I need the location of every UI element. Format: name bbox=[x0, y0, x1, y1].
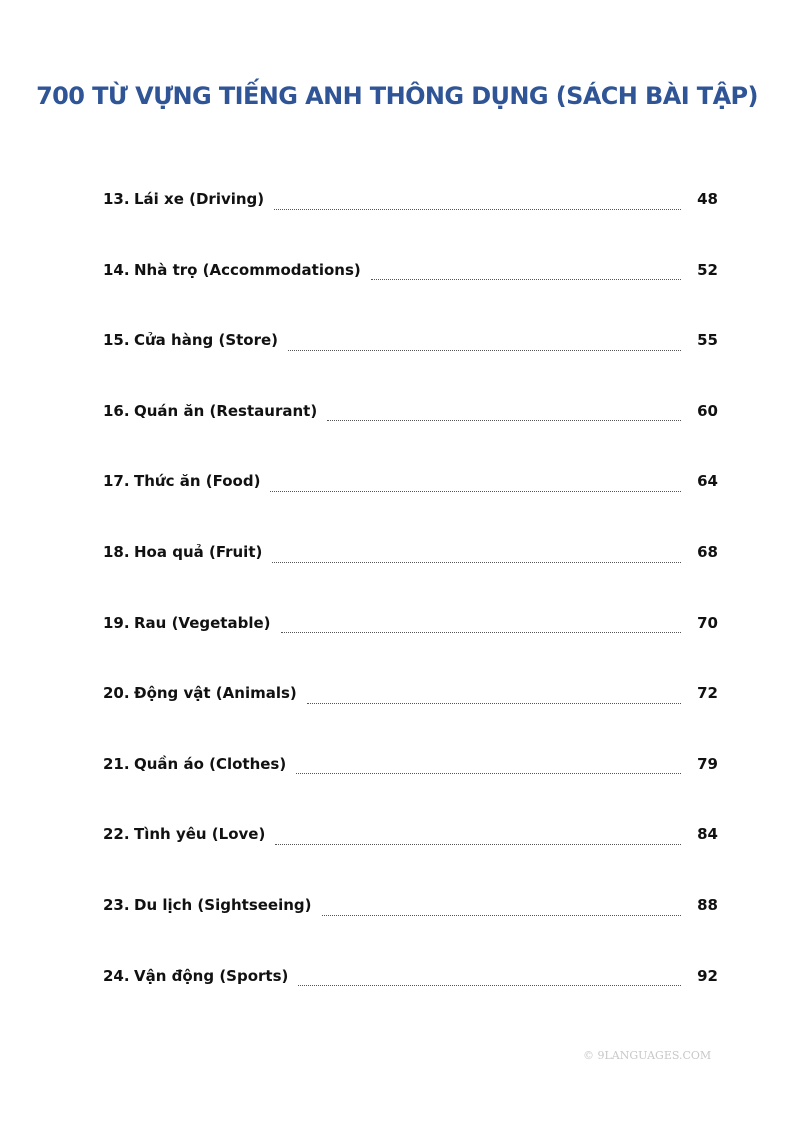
toc-entry-number: 13. bbox=[103, 190, 130, 208]
page-title: 700 TỪ VỰNG TIẾNG ANH THÔNG DỤNG (SÁCH BÀI TẬP) bbox=[36, 82, 758, 110]
toc-entry-page: 70 bbox=[697, 613, 718, 632]
dot-leader bbox=[274, 199, 681, 210]
toc-entry-page: 60 bbox=[697, 401, 718, 420]
dot-leader bbox=[298, 975, 681, 986]
toc-entry-page: 92 bbox=[697, 966, 718, 985]
dot-leader bbox=[270, 481, 681, 492]
toc-entry-22[interactable] bbox=[103, 825, 718, 853]
toc-entry-page: 79 bbox=[697, 754, 718, 773]
dot-leader bbox=[296, 763, 681, 774]
toc-entry-page: 48 bbox=[697, 190, 718, 208]
toc-entry-page: 55 bbox=[697, 331, 718, 350]
toc-entry-24[interactable] bbox=[103, 967, 718, 995]
toc-entry-label: Thức ăn (Food) bbox=[134, 472, 261, 491]
toc-entry-label: Hoa quả (Fruit) bbox=[134, 543, 263, 561]
toc-entry-17[interactable] bbox=[103, 472, 718, 500]
toc-entry-page: 88 bbox=[697, 896, 718, 914]
dot-leader bbox=[288, 340, 681, 351]
toc-entry-number: 24. bbox=[103, 966, 130, 985]
dot-leader bbox=[275, 834, 681, 845]
toc-entry-number: 21. bbox=[103, 754, 130, 773]
toc-entry-label: Động vật (Animals) bbox=[134, 684, 297, 703]
toc-entry-18[interactable] bbox=[103, 543, 718, 571]
toc-entry-15[interactable] bbox=[103, 331, 718, 359]
dot-leader bbox=[307, 693, 681, 704]
toc-entry-number: 23. bbox=[103, 896, 130, 914]
dot-leader bbox=[327, 410, 681, 421]
toc-entry-number: 15. bbox=[103, 331, 130, 350]
toc-entry-number: 22. bbox=[103, 825, 130, 844]
toc-entry-page: 68 bbox=[697, 543, 718, 561]
toc-entry-page: 64 bbox=[697, 472, 718, 491]
toc-entry-label: Quần áo (Clothes) bbox=[134, 754, 287, 773]
toc-entry-number: 17. bbox=[103, 472, 130, 491]
toc-entry-number: 18. bbox=[103, 543, 130, 561]
watermark: © 9LANGUAGES.COM bbox=[583, 1049, 712, 1062]
toc-entry-number: 20. bbox=[103, 684, 130, 703]
dot-leader bbox=[281, 622, 682, 633]
toc-entry-21[interactable] bbox=[103, 755, 718, 783]
toc-entry-label: Quán ăn (Restaurant) bbox=[134, 401, 318, 420]
toc-entry-label: Cửa hàng (Store) bbox=[134, 331, 279, 350]
toc-entry-14[interactable] bbox=[103, 261, 718, 289]
toc-entry-label: Rau (Vegetable) bbox=[134, 613, 271, 632]
toc-entry-label: Nhà trọ (Accommodations) bbox=[134, 260, 361, 279]
toc-entry-13[interactable] bbox=[103, 190, 718, 218]
toc-entry-page: 72 bbox=[697, 684, 718, 703]
toc-entry-number: 19. bbox=[103, 613, 130, 632]
toc-entry-20[interactable] bbox=[103, 684, 718, 712]
dot-leader bbox=[322, 905, 682, 916]
dot-leader bbox=[371, 269, 681, 280]
toc-entry-19[interactable] bbox=[103, 614, 718, 642]
toc-entry-number: 16. bbox=[103, 401, 130, 420]
toc-entry-label: Vận động (Sports) bbox=[134, 966, 289, 985]
toc-entry-label: Lái xe (Driving) bbox=[134, 190, 265, 208]
toc-entry-number: 14. bbox=[103, 260, 130, 279]
toc-entry-16[interactable] bbox=[103, 402, 718, 430]
toc-entry-23[interactable] bbox=[103, 896, 718, 924]
toc-entry-label: Tình yêu (Love) bbox=[134, 825, 266, 844]
toc-entry-label: Du lịch (Sightseeing) bbox=[134, 896, 312, 914]
toc-entry-page: 84 bbox=[697, 825, 718, 844]
dot-leader bbox=[272, 552, 681, 563]
toc-entry-page: 52 bbox=[697, 260, 718, 279]
